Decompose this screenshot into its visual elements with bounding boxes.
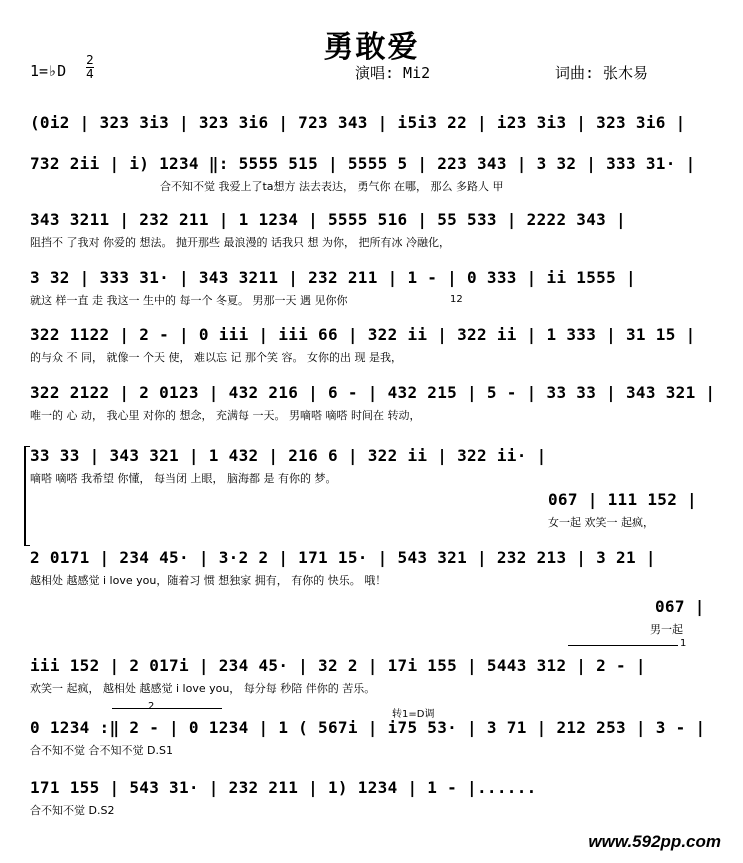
score-line-7: 33 33 | 343 321 | 1 432 | 216 6 | 322 ii | 322 ii· |	[30, 446, 547, 465]
lyric-line-10: 男一起	[650, 623, 683, 636]
watermark: www.592pp.com	[588, 832, 721, 851]
score-line-10: 067 |	[655, 597, 705, 616]
time-signature-bottom: 4	[86, 67, 94, 81]
lyric-line-6: 唯一的 心 动， 我心里 对你的 想念， 充满每 一天。 男嘀嗒 嘀嗒 时间在 转动，	[30, 409, 421, 422]
score-line-2: 732 2ii | i) 1234 ‖: 5555 515 | 5555 5 | 223 343 | 3 32 | 333 31· |	[30, 154, 696, 173]
score-line-11: iii 152 | 2 017i | 234 45· | 32 2 | 17i 155 | 5443 312 | 2 - |	[30, 656, 646, 675]
volta-2-line	[112, 708, 222, 709]
lyric-line-2: 合不知不觉 我爱上了ta想方 法去表达， 勇气你 在哪， 那么 多路人 甲	[160, 180, 504, 193]
lyric-line-5: 的与众 不 同， 就像一 个天 使， 难以忘 记 那个笑 容。 女你的出 现 是我，	[30, 351, 402, 364]
small-label: 12	[450, 294, 463, 305]
score-line-9: 2 0171 | 234 45· | 3·2 2 | 171 15· | 543 321 | 232 213 | 3 21 |	[30, 548, 656, 567]
volta-1-line	[568, 645, 678, 646]
score-line-5: 322 1122 | 2 - | 0 iii | iii 66 | 322 ii | 322 ii | 1 333 | 31 15 |	[30, 325, 696, 344]
lyric-line-9: 越相处 越感觉 i love you，随着习 惯 想独家 拥有， 有你的 快乐。 哦！	[30, 574, 387, 587]
score-line-4: 3 32 | 333 31· | 343 3211 | 232 211 | 1 - | 0 333 | ii 1555 |	[30, 268, 636, 287]
time-signature	[86, 54, 94, 80]
song-title: 勇敢爱	[323, 30, 420, 65]
composer-credit: 词曲: 张木易	[555, 64, 649, 82]
score-line-6: 322 2122 | 2 0123 | 432 216 | 6 - | 432 215 | 5 - | 33 33 | 343 321 |	[30, 383, 716, 402]
score-line-13: 171 155 | 543 31· | 232 211 | 1) 1234 | 1 - |......	[30, 778, 537, 797]
lyric-line-8: 女一起 欢笑一 起疯，	[548, 516, 654, 529]
lyric-line-3: 阻挡不 了我对 你爱的 想法。 抛开那些 最浪漫的 话我只 想 为你， 把所有冰 冷融化，	[30, 236, 450, 249]
volta-1-label: 1	[680, 638, 687, 649]
score-line-12: 0 1234 :‖ 2 - | 0 1234 | 1 ( 567i | i75 53· | 3 71 | 212 253 | 3 - |	[30, 718, 706, 737]
modulation-mark: 转1=D调	[392, 709, 435, 720]
lyric-line-11: 欢笑一 起疯， 越相处 越感觉 i love you， 每分每 秒陪 伴你的 苦乐。	[30, 682, 376, 695]
time-signature-top: 2	[86, 53, 94, 67]
lyric-line-13: 合不知不觉 D.S2	[30, 804, 115, 817]
key-signature: 1=♭D	[30, 62, 67, 80]
lyric-line-4: 就这 样一直 走 我这一 生中的 每一个 冬夏。 男那一天 遇 见你你	[30, 294, 348, 307]
score-line-8: 067 | 111 152 |	[548, 490, 697, 509]
lyric-line-12: 合不知不觉 合不知不觉 D.S1	[30, 744, 173, 757]
volta-2-label: 2	[148, 701, 155, 712]
score-line-3: 343 3211 | 232 211 | 1 1234 | 5555 516 | 55 533 | 2222 343 |	[30, 210, 626, 229]
score-line-1: (0i2 | 323 3i3 | 323 3i6 | 723 343 | i5i3 22 | i23 3i3 | 323 3i6 |	[30, 113, 686, 132]
lyric-line-7: 嘀嗒 嘀嗒 我希望 你懂， 每当闭 上眼， 脑海都 是 有你的 梦。	[30, 472, 337, 485]
singer-credit: 演唱: Mi2	[355, 64, 431, 82]
